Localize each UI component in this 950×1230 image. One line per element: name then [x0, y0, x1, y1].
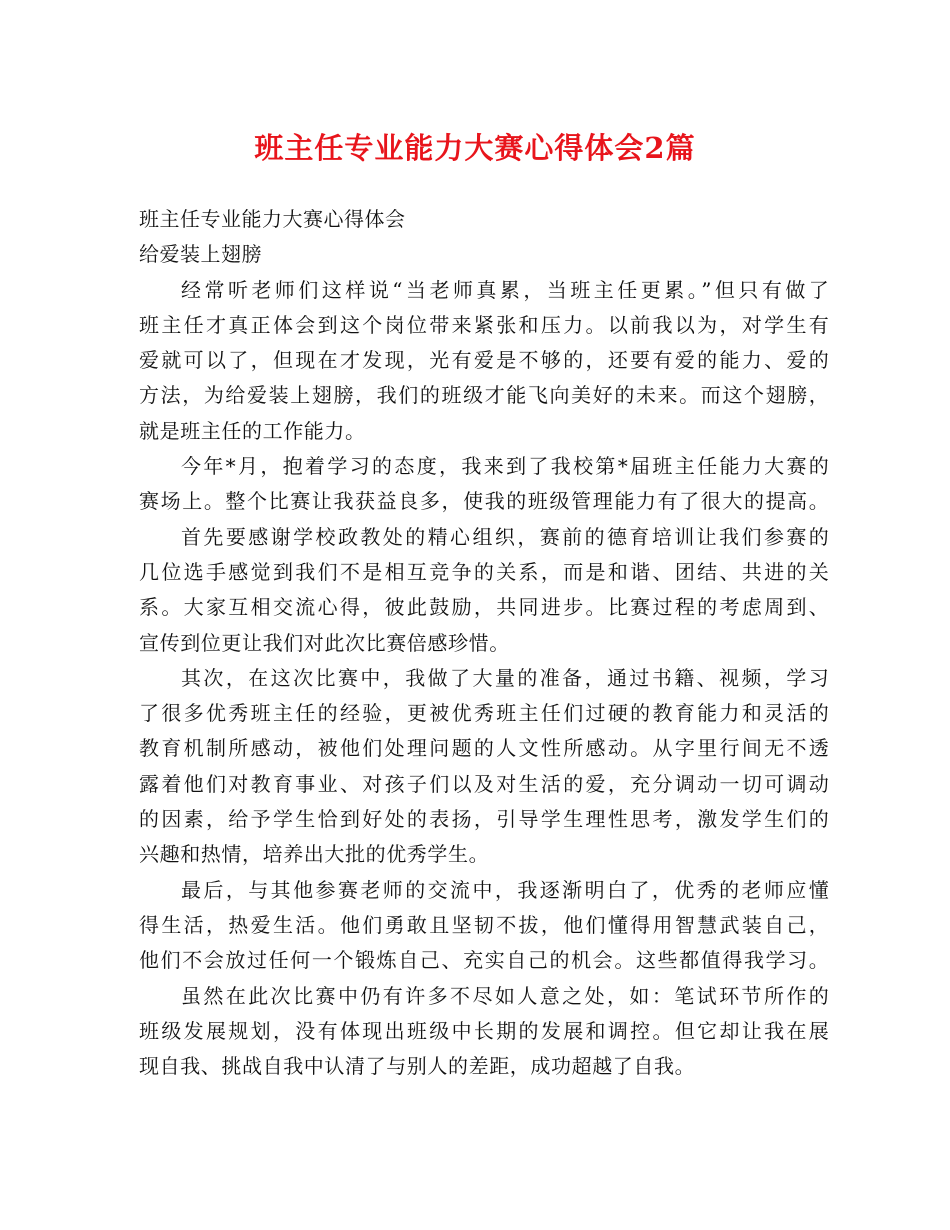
paragraph	[139, 273, 829, 449]
paragraph-line: 其次，在这次比赛中，我做了大量的准备，通过书籍、视频，学习	[181, 665, 829, 690]
paragraph	[139, 661, 829, 873]
paragraph-line: 几位选手感觉到我们不是相互竞争的关系，而是和谐、团结、共进的关	[139, 559, 829, 584]
paragraph-line: 经常听老师们这样说“当老师真累，当班主任更累。”但只有做了	[181, 277, 829, 302]
subtitle-line: 班主任专业能力大赛心得体会	[139, 207, 406, 231]
paragraph-line: 兴趣和热情，培养出大批的优秀学生。	[139, 842, 490, 867]
paragraph-line: 最后，与其他参赛老师的交流中，我逐渐明白了，优秀的老师应懂	[181, 877, 829, 902]
paragraph-line: 现自我、挑战自我中认清了与别人的差距，成功超越了自我。	[139, 1054, 696, 1079]
paragraph-line: 他们不会放过任何一个锻炼自己、充实自己的机会。这些都值得我学习。	[139, 948, 829, 973]
paragraph	[139, 449, 829, 520]
paragraph-line: 的因素，给予学生恰到好处的表扬，引导学生理性思考，激发学生们的	[139, 807, 829, 832]
paragraph-line: 班主任才真正体会到这个岗位带来紧张和压力。以前我以为，对学生有	[139, 312, 829, 337]
paragraph-line: 宣传到位更让我们对此次比赛倍感珍惜。	[139, 630, 510, 655]
paragraph-line: 系。大家互相交流心得，彼此鼓励，共同进步。比赛过程的考虑周到、	[139, 595, 829, 620]
paragraph-line: 今年*月，抱着学习的态度，我来到了我校第*届班主任能力大赛的	[181, 454, 829, 479]
paragraph-line: 赛场上。整个比赛让我获益良多，使我的班级管理能力有了很大的提高。	[139, 489, 829, 514]
paragraph-line: 了很多优秀班主任的经验，更被优秀班主任们过硬的教育能力和灵活的	[139, 701, 829, 726]
paragraph-line: 露着他们对教育事业、对孩子们以及对生活的爱，充分调动一切可调动	[139, 771, 829, 796]
paragraph-line: 得生活，热爱生活。他们勇敢且坚韧不拔，他们懂得用智慧武装自己，	[139, 912, 829, 937]
paragraph-line: 就是班主任的工作能力。	[139, 418, 366, 443]
paragraph-line: 首先要感谢学校政教处的精心组织，赛前的德育培训让我们参赛的	[181, 524, 829, 549]
document-body	[139, 202, 829, 1084]
paragraph-line: 方法，为给爱装上翅膀，我们的班级才能飞向美好的未来。而这个翅膀，	[139, 383, 829, 408]
paragraph-line: 爱就可以了，但现在才发现，光有爱是不够的，还要有爱的能力、爱的	[139, 348, 829, 373]
subtitle-line: 给爱装上翅膀	[139, 242, 262, 267]
paragraph	[139, 520, 829, 661]
paragraph	[139, 873, 829, 979]
paragraph	[139, 979, 829, 1085]
paragraph-line: 班级发展规划，没有体现出班级中长期的发展和调控。但它却让我在展	[139, 1018, 829, 1043]
paragraph-line: 教育机制所感动，被他们处理问题的人文性所感动。从字里行间无不透	[139, 736, 829, 761]
document-title: 班主任专业能力大赛心得体会2篇	[254, 131, 696, 165]
paragraph-line: 虽然在此次比赛中仍有许多不尽如人意之处，如：笔试环节所作的	[181, 983, 829, 1008]
